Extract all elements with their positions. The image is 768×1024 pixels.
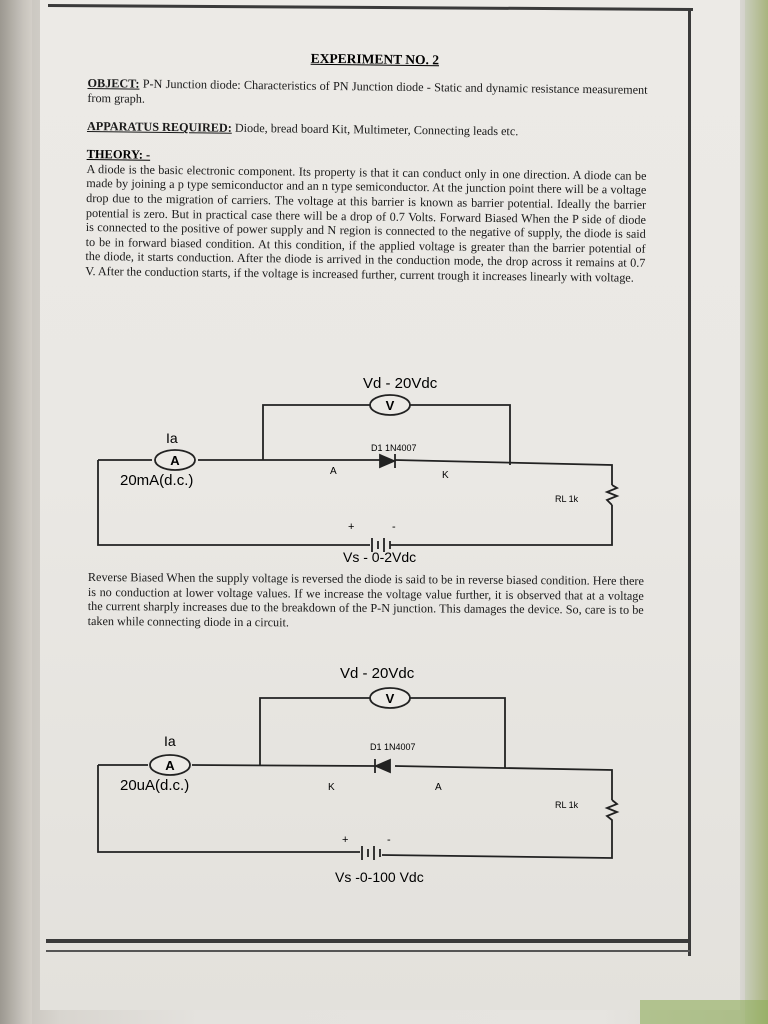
source-plus: + — [348, 521, 355, 533]
cathode-label: K — [442, 470, 449, 481]
resistor-label: RL 1k — [555, 800, 579, 810]
apparatus-text: Diode, bread board Kit, Multimeter, Connecting leads etc. — [231, 120, 519, 139]
ammeter-letter: A — [165, 758, 175, 773]
source-label: Vs - 0-2Vdc — [343, 549, 417, 565]
vd-label: Vd - 20Vdc — [363, 375, 438, 392]
object-text: P-N Junction diode: Characteristics of PN Junction diode - Static and dynamic resistance measurement from graph. — [87, 76, 648, 106]
green-corner-bottom — [640, 1000, 768, 1024]
source-plus: + — [342, 834, 349, 846]
page-border-right — [688, 8, 691, 956]
page-border-bottom-inner — [46, 950, 690, 952]
apparatus-paragraph — [87, 119, 647, 140]
diode-label: D1 1N4007 — [370, 742, 416, 752]
source-minus: - — [392, 521, 396, 533]
forward-circuit — [90, 370, 650, 575]
diode-label: D1 1N4007 — [371, 443, 417, 453]
theory-paragraph: A diode is the basic electronic component. Its property is that it can conduct only in one direction. A diode can be made by joining a p type semiconductor and an n type semiconductor. At the junction point there will be a voltage drop due to the migration of carriers. The voltage at this barrier is known as barrier potential. Ideally the barrier potential is zero. But in practical case there will be a drop of 0.7 Volts. Forward Biased When the P side of diode is connected to the positive of power supply and N region is connected to the negative of supply, the diode is said to be in forward biased condition. At this condition, if the applied voltage is greater than the barrier potential of the diode, it starts conduction. After the diode is arrived in the conduction mode, the drop across it remains at 0.7 V. After the conduction starts, if the voltage is increased further, current trough it increases linearly with voltage. — [85, 161, 647, 285]
cathode-label: K — [328, 782, 335, 793]
apparatus-label: APPARATUS REQUIRED: — [86, 119, 232, 135]
green-edge — [745, 0, 768, 1024]
reverse-circuit-diagram — [90, 660, 650, 890]
anode-label: A — [330, 466, 337, 477]
forward-circuit-diagram — [90, 370, 650, 570]
reverse-section — [88, 570, 644, 632]
anode-label: A — [435, 782, 442, 793]
resistor-label: RL 1k — [555, 494, 579, 504]
vd-label: Vd - 20Vdc — [340, 665, 415, 682]
ia-label: Ia — [166, 430, 178, 446]
experiment-title: EXPERIMENT NO. 2 — [310, 50, 440, 68]
source-label: Vs -0-100 Vdc — [335, 869, 424, 885]
ammeter-letter: A — [170, 453, 180, 468]
theory-heading: THEORY: - — [86, 146, 151, 162]
voltmeter-letter: V — [385, 398, 395, 413]
object-paragraph — [87, 76, 647, 112]
ammeter-range: 20uA(d.c.) — [120, 777, 190, 794]
voltmeter-letter: V — [385, 691, 395, 706]
ammeter-range: 20mA(d.c.) — [120, 472, 194, 489]
document-body — [85, 48, 648, 285]
book-binding — [0, 0, 32, 1024]
object-label: OBJECT: — [87, 75, 140, 91]
ia-label: Ia — [164, 733, 176, 749]
reverse-paragraph: Reverse Biased When the supply voltage is reversed the diode is said to be in reverse biased condition. Here there is no conduction at lower voltage values. If we increase the voltage value further, it is observed that at a voltage the current sharply increases due to the breakdown of the P-N junction. This damages the device. So, care is to be taken while connecting diode in a circuit. — [87, 570, 644, 630]
reverse-circuit — [90, 660, 650, 895]
page-border-bottom — [46, 939, 690, 943]
source-minus: - — [387, 834, 391, 846]
